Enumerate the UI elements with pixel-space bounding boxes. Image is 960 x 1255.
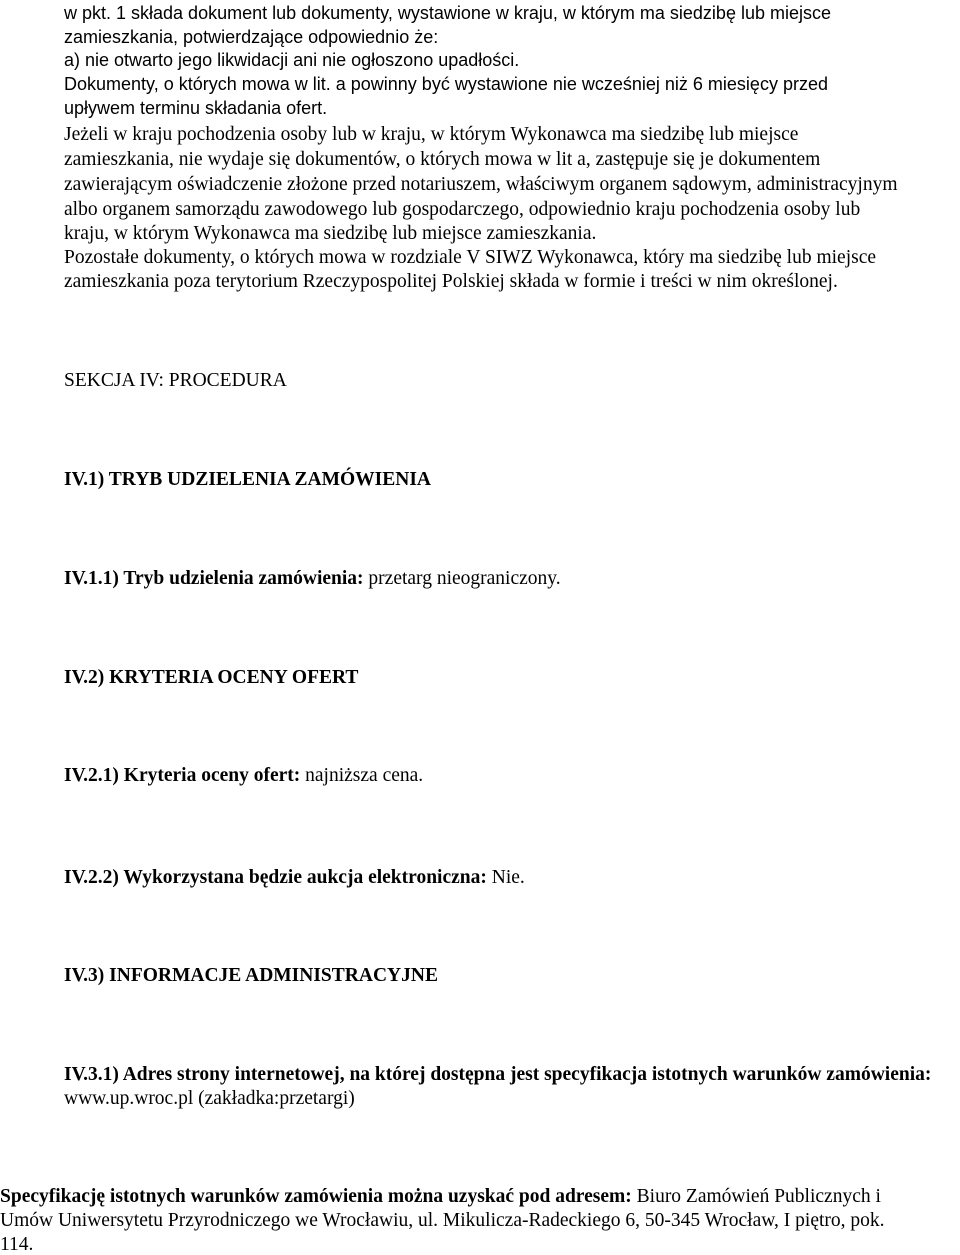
- iv3-heading-text: IV.3) INFORMACJE ADMINISTRACYJNE: [64, 965, 438, 986]
- conditions-line-1: w pkt. 1 składa dokument lub dokumenty, wystawione w kraju, w którym ma siedzibę lub miejsce: [64, 3, 831, 23]
- spec-value-1: Biuro Zamówień Publicznych i: [631, 1186, 881, 1207]
- iv31-label-row: [64, 1063, 931, 1087]
- iv21-row: [64, 764, 423, 788]
- foreign-line-4: albo organem samorządu zawodowego lub gospodarczego, odpowiednio kraju pochodzenia osoby lub: [64, 199, 861, 220]
- foreign-line-2: zamieszkania, nie wydaje się dokumentów, o których mowa w lit a, zastępuje się je dokumentem: [64, 149, 821, 170]
- foreign-line-5: kraju, w którym Wykonawca ma siedzibę lub miejsce zamieszkania.: [64, 223, 597, 244]
- foreign-line-7: zamieszkania poza terytorium Rzeczypospolitej Polskiej składa w formie i treści w nim określonej.: [64, 271, 838, 292]
- iv1-heading-text: IV.1) TRYB UDZIELENIA ZAMÓWIENIA: [64, 469, 432, 490]
- section-title: SEKCJA IV: PROCEDURA: [64, 370, 287, 391]
- spec-value-3: 114.: [0, 1234, 34, 1255]
- iv11-row: [64, 567, 561, 591]
- iv22-row: [64, 866, 525, 890]
- iv31-label: IV.3.1) Adres strony internetowej, na której dostępna jest specyfikacja istotnych warunków zamówienia:: [64, 1064, 932, 1085]
- spec-value-2: Umów Uniwersytetu Przyrodniczego we Wrocławiu, ul. Mikulicza-Radeckiego 6, 50-345 Wrocław, I piętro, pok.: [0, 1210, 885, 1231]
- iv22-value: Nie.: [486, 867, 525, 888]
- iv2-heading-text: IV.2) KRYTERIA OCENY OFERT: [64, 667, 359, 688]
- conditions-line-4: Dokumenty, o których mowa w lit. a powinny być wystawione nie wcześniej niż 6 miesięcy przed: [64, 74, 828, 94]
- conditions-line-3: a) nie otwarto jego likwidacji ani nie ogłoszono upadłości.: [64, 50, 520, 70]
- spec-label: Specyfikację istotnych warunków zamówienia można uzyskać pod adresem:: [0, 1186, 632, 1207]
- iv11-label: IV.1.1) Tryb udzielenia zamówienia:: [64, 568, 364, 589]
- conditions-line-2: zamieszkania, potwierdzające odpowiednio że:: [64, 27, 439, 47]
- iv21-value: najniższa cena.: [300, 765, 424, 786]
- iv2-heading: [64, 666, 358, 690]
- foreign-line-6: Pozostałe dokumenty, o których mowa w rozdziale V SIWZ Wykonawca, który ma siedzibę lub miejsce: [64, 247, 877, 268]
- conditions-line-5: upływem terminu składania ofert.: [64, 98, 328, 118]
- iv21-label: IV.2.1) Kryteria oceny ofert:: [64, 765, 301, 786]
- iv31-value: www.up.wroc.pl (zakładka:przetargi): [64, 1088, 355, 1109]
- spec-row-1: [0, 1185, 881, 1209]
- iv11-value: przetarg nieograniczony.: [363, 568, 561, 589]
- foreign-line-3: zawierającym oświadczenie złożone przed notariuszem, właściwym organem sądowym, administracyjnym: [64, 174, 898, 195]
- iv3-heading: [64, 964, 438, 988]
- iv22-label: IV.2.2) Wykorzystana będzie aukcja elektroniczna:: [64, 867, 487, 888]
- foreign-line-1: Jeżeli w kraju pochodzenia osoby lub w kraju, w którym Wykonawca ma siedzibę lub miejsce: [64, 124, 799, 145]
- iv1-heading: [64, 468, 431, 492]
